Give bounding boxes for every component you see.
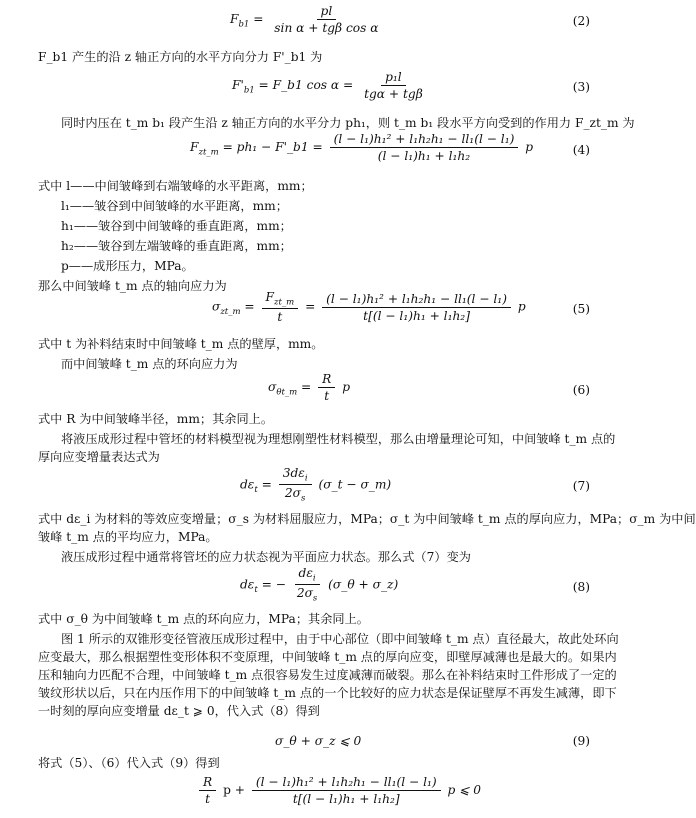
- text-line: 式中 σ_θ 为中间皱峰 t_m 点的环向应力，MPa；其余同上。: [38, 612, 369, 626]
- text-line: 将式（5）、（6）代入式（9）得到: [38, 756, 220, 770]
- equation-4: $F_{zt\_m} = ph_1$ − F'_b1 = $\frac{\text{(l − l₁)h₁² + l₁h₂h₁ − ll₁(l − l₁)}}{\text{(l − l₁)h₁ + l₁h₂}}$ p: [190, 132, 534, 163]
- equation-final: $\frac{R}{t}$ p + $\frac{\text{(l − l₁)h₁² + l₁h₂h₁ − ll₁(l − l₁)}}{\text{t[(l − l₁)h₁ + l₁h₂]}}$ p ⩽ 0: [196, 775, 481, 806]
- equation-7: $d\varepsilon_t$ = $\frac{3d\varepsilon_i}{2\sigma_s}$ (σ_t − σ_m): [240, 466, 392, 504]
- equation-8: $d\varepsilon_t$ = − $\frac{d\varepsilon_i}{2\sigma_s}$ (σ_θ + σ_z): [240, 566, 399, 604]
- text-line: 液压成形过程中通常将管坯的应力状态视为平面应力状态。那么式（7）变为: [61, 550, 471, 564]
- text-line: 式中 R 为中间皱峰半径，mm；其余同上。: [38, 412, 274, 426]
- definition-l1: l₁——皱谷到中间皱峰的水平距离，mm；: [61, 199, 288, 213]
- text-line: 将液压成形过程中管坯的材料模型视为理想刚塑性材料模型，那么由增量理论可知，中间皱峰 t_m 点的: [61, 432, 616, 446]
- definition-intro: 式中 l——中间皱峰到右端皱峰的水平距离，mm；: [38, 179, 313, 193]
- equation-2: $F_{b1}$ = $\frac{pl}{\text{sin α + tgβ cos α}}$: [230, 4, 379, 35]
- text-line: 应变最大，那么根据塑性变形体积不变原理，中间皱峰 t_m 点的厚向应变，即壁厚减薄也是最大的。如果内: [38, 650, 617, 664]
- paper-page: $F_{b1}$ = $\frac{pl}{\text{sin α + tgβ cos α}}$ (2) F_b1 产生的沿 z 轴正方向的水平方向分力 F'_b1 为 $F'_{b1}$ = F_b1 cos α = $\frac{\text{p₁l}}{\text{tgα + tgβ}}$ (3) 同时内压在 t_m b₁ 段产生沿 z 轴正方向的水平分力 ph₁，则 t_m b₁ 段水平方向受到的作用力 F_zt_m 为 $F_{zt\_m} = ph_1$ − F'_b1 = $\frac{\text{(l − l₁)h₁² + l₁h₂h₁ − ll₁(l − l₁)}}{\text{(l − l₁)h₁ + l₁h₂}}$ p (4) 式中 l——中间皱峰到右端皱峰的水平距离，mm； l₁——皱谷到中间皱峰的水平距离，mm； h₁——皱谷到中间皱峰的垂直距离，mm； h₂——皱谷到左端皱峰的垂直距离，mm； p——成形压力，MPa。 那么中间皱峰 t_m 点的轴向应力为 $\sigma_{zt\_m}$ = $\frac{F_{zt\_m}}{t}$ = $\frac{\text{(l − l₁)h₁² + l₁h₂h₁ − ll₁(l − l₁)}}{\text{t[(l − l₁)h₁ + l₁h₂]}}$ p (5) 式中 t 为补料结束时中间皱峰 t_m 点的壁厚，mm。 而中间皱峰 t_m 点的环向应力为 $\sigma_{\theta t\_m}$ = $\frac{R}{t}$ p (6) 式中 R 为中间皱峰半径，mm；其余同上。 将液压成形过程中管坯的材料模型视为理想刚塑性材料模型，那么由增量理论可知，中间皱峰 t_m 点的 厚向应变增量表达式为 $d\varepsilon_t$ = $\frac{3d\varepsilon_i}{2\sigma_s}$ (σ_t − σ_m) (7) 式中 dε_i 为材料的等效应变增量；σ_s 为材料屈服应力，MPa；σ_t 为中间皱峰 t_m 点的厚向应力，MPa；σ_m 为中间 皱峰 t_m 点的平均应力，MPa。 液压成形过程中通常将管坯的应力状态视为平面应力状态。那么式（7）变为 $d\varepsilon_t$ = − $\frac{d\varepsilon_i}{2\sigma_s}$ (σ_θ + σ_z) (8) 式中 σ_θ 为中间皱峰 t_m 点的环向应力，MPa；其余同上。 图 1 所示的双锥形变径管液压成形过程中，由于中心部位（即中间皱峰 t_m 点）直径最大，故此处环向 应变最大，那么根据塑性变形体积不变原理，中间皱峰 t_m 点的厚向应变，即壁厚减薄也是最大的。如果内 压和轴向力匹配不合理，中间皱峰 t_m 点很容易发生过度减薄而破裂。那么在补料结束时工件形成了一定的 皱纹形状以后，只在内压作用下的中间皱峰 t_m 点的一个比较好的应力状态是保证壁厚不再发生减薄，即下 一时刻的厚向应变增量 dε_t ⩾ 0，代入式（8）得到 σ_θ + σ_z ⩽ 0 (9) 将式（5）、（6）代入式（9）得到 $\frac{R}{t}$ p + $\frac{\text{(l − l₁)h₁² + l₁h₂h₁ − ll₁(l − l₁)}}{\text{t[(l − l₁)h₁ + l₁h₂]}}$ p ⩽ 0: [0, 0, 612, 818]
- text-line: F_b1 产生的沿 z 轴正方向的水平方向分力 F'_b1 为: [38, 50, 323, 64]
- equation-6: $\sigma_{\theta t\_m}$ = $\frac{R}{t}$ p: [268, 372, 351, 403]
- text-line: 皱纹形状以后，只在内压作用下的中间皱峰 t_m 点的一个比较好的应力状态是保证壁厚不再发生减薄，即下: [38, 686, 617, 700]
- text-line: 一时刻的厚向应变增量 dε_t ⩾ 0，代入式（8）得到: [38, 704, 320, 718]
- text-line: 压和轴向力匹配不合理，中间皱峰 t_m 点很容易发生过度减薄而破裂。那么在补料结束时工件形成了一定的: [38, 668, 617, 682]
- text-line: 同时内压在 t_m b₁ 段产生沿 z 轴正方向的水平分力 ph₁，则 t_m b₁ 段水平方向受到的作用力 F_zt_m 为: [61, 116, 635, 130]
- equation-9: σ_θ + σ_z ⩽ 0: [275, 734, 362, 748]
- text-line: 式中 t 为补料结束时中间皱峰 t_m 点的壁厚，mm。: [38, 337, 324, 351]
- text-line: 皱峰 t_m 点的平均应力，MPa。: [38, 530, 218, 544]
- text-line: 图 1 所示的双锥形变径管液压成形过程中，由于中心部位（即中间皱峰 t_m 点）直径最大，故此处环向: [61, 632, 619, 646]
- text-line: 而中间皱峰 t_m 点的环向应力为: [61, 357, 238, 371]
- definition-h2: h₂——皱谷到左端皱峰的垂直距离，mm；: [61, 239, 292, 253]
- equation-5: $\sigma_{zt\_m}$ = $\frac{F_{zt\_m}}{t}$ = $\frac{\text{(l − l₁)h₁² + l₁h₂h₁ − ll₁(l − l₁)}}{\text{t[(l − l₁)h₁ + l₁h₂]}}$ p: [212, 290, 526, 325]
- equation-3: $F'_{b1}$ = F_b1 cos α = $\frac{\text{p₁l}}{\text{tgα + tgβ}}$: [232, 70, 423, 101]
- text-line: 式中 dε_i 为材料的等效应变增量；σ_s 为材料屈服应力，MPa；σ_t 为中间皱峰 t_m 点的厚向应力，MPa；σ_m 为中间: [38, 512, 696, 526]
- definition-h1: h₁——皱谷到中间皱峰的垂直距离，mm；: [61, 219, 292, 233]
- definition-p: p——成形压力，MPa。: [61, 259, 194, 273]
- text-line: 厚向应变增量表达式为: [38, 450, 160, 464]
- text-line: 那么中间皱峰 t_m 点的轴向应力为: [38, 279, 227, 293]
